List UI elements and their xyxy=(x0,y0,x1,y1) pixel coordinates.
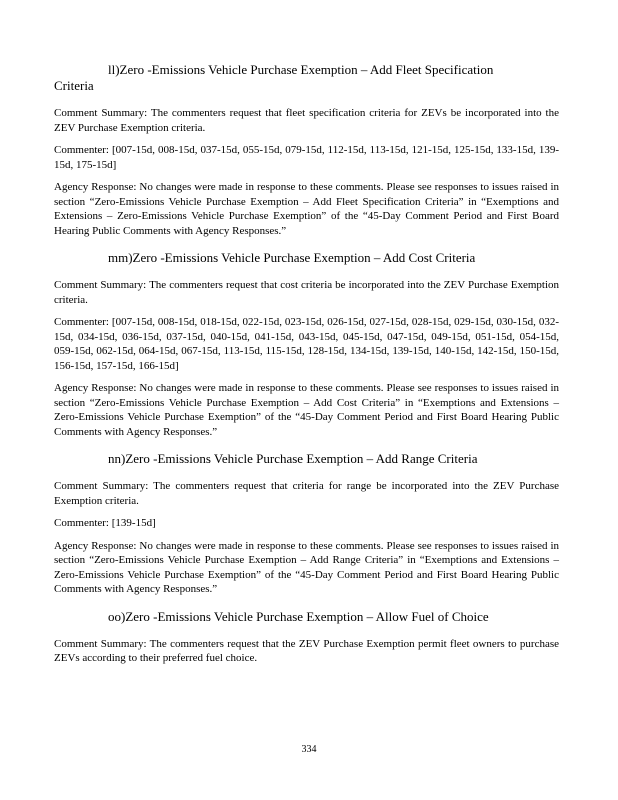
comment-summary-ll: Comment Summary: The commenters request that fleet specification criteria for ZEVs be incorporated into the ZEV Purchase Exemption criteria. xyxy=(54,107,559,134)
agency-response-nn: Agency Response: No changes were made in response to these comments. Please see responses to issues raised in section “Zero-Emissions Vehicle Purchase Exemption – Add Range Criteria” in “Exemptions and Extensions – Zero-Emissions Vehicle Purchase Exemption” of the “45-Day Comment Period and First Board Hearing Public Comments with Agency Responses.” xyxy=(54,539,559,595)
commenter-list-ll: Commenter: [007-15d, 008-15d, 037-15d, 055-15d, 079-15d, 112-15d, 113-15d, 121-15d, 125-15d, 133-15d, 139-15d, 175-15d] xyxy=(54,144,559,171)
comment-summary-nn: Comment Summary: The commenters request that criteria for range be incorporated into the ZEV Purchase Exemption criteria. xyxy=(54,480,559,507)
agency-response-mm: Agency Response: No changes were made in response to these comments. Please see responses to issues raised in section “Zero-Emissions Vehicle Purchase Exemption – Add Cost Criteria” in “Exemptions and Extensions – Zero-Emissions Vehicle Purchase Exemption” of the “45-Day Comment Period and First Board Hearing Public Comments with Agency Responses.” xyxy=(54,382,559,438)
section-heading-ll-line2: Criteria xyxy=(54,78,94,93)
commenter-list-mm: Commenter: [007-15d, 008-15d, 018-15d, 022-15d, 023-15d, 026-15d, 027-15d, 028-15d, 029-15d, 030-15d, 032-15d, 034-15d, 036-15d, 037-15d, 040-15d, 041-15d, 043-15d, 045-15d, 047-15d, 049-15d, 051-15d, 054-15d, 059-15d, 062-15d, 064-15d, 067-15d, 113-15d, 115-15d, 128-15d, 134-15d, 139-15d, 140-15d, 142-15d, 150-15d, 156-15d, 157-15d, 166-15d] xyxy=(54,316,559,372)
agency-response-ll: Agency Response: No changes were made in response to these comments. Please see responses to issues raised in section “Zero-Emissions Vehicle Purchase Exemption – Add Fleet Specification Criteria” in “Exemptions and Extensions – Zero-Emissions Vehicle Purchase Exemption” of the “45-Day Comment Period and First Board Hearing Public Comments with Agency Responses.” xyxy=(54,181,559,237)
document-page xyxy=(54,62,559,666)
section-heading-ll-line1: ll)Zero -Emissions Vehicle Purchase Exemption – Add Fleet Specification xyxy=(108,62,494,77)
comment-summary-oo: Comment Summary: The commenters request that the ZEV Purchase Exemption permit fleet owners to purchase ZEVs according to their preferred fuel choice. xyxy=(54,637,559,664)
page-number: 334 xyxy=(301,744,317,755)
section-heading-ll xyxy=(54,62,559,94)
comment-summary-mm: Comment Summary: The commenters request that cost criteria be incorporated into the ZEV Purchase Exemption criteria. xyxy=(54,279,559,306)
section-heading-mm: mm)Zero -Emissions Vehicle Purchase Exemption – Add Cost Criteria xyxy=(108,250,476,265)
section-heading-nn: nn)Zero -Emissions Vehicle Purchase Exemption – Add Range Criteria xyxy=(108,451,478,466)
section-heading-oo: oo)Zero -Emissions Vehicle Purchase Exemption – Allow Fuel of Choice xyxy=(108,608,489,624)
commenter-list-nn: Commenter: [139-15d] xyxy=(54,517,156,529)
